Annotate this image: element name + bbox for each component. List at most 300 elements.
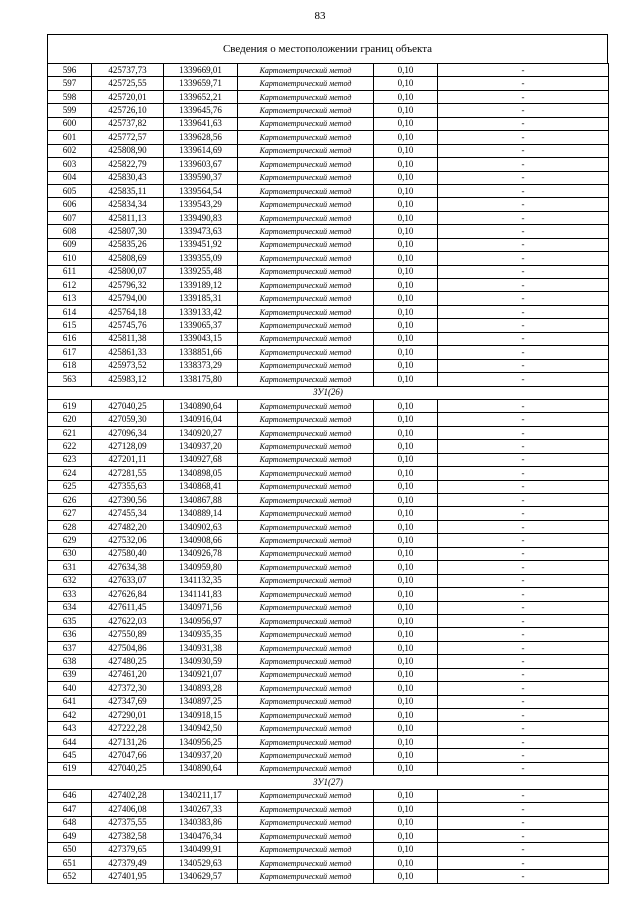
point-number: 627: [48, 507, 92, 520]
accuracy-cell: 0,10: [374, 144, 438, 157]
method-cell: Картометрический метод: [238, 762, 374, 775]
accuracy-cell: 0,10: [374, 426, 438, 439]
point-number: 608: [48, 225, 92, 238]
method-cell: Картометрический метод: [238, 843, 374, 856]
table-row: [48, 494, 609, 507]
point-number: 604: [48, 171, 92, 184]
point-number: 607: [48, 211, 92, 224]
method-cell: Картометрический метод: [238, 829, 374, 842]
point-number: 613: [48, 292, 92, 305]
note-cell: -: [438, 574, 609, 587]
table-row: [48, 641, 609, 654]
accuracy-cell: 0,10: [374, 816, 438, 829]
point-number: 610: [48, 252, 92, 265]
method-cell: Картометрический метод: [238, 588, 374, 601]
point-number: 629: [48, 534, 92, 547]
coord-y: 1341141,83: [164, 588, 238, 601]
accuracy-cell: 0,10: [374, 319, 438, 332]
note-cell: -: [438, 225, 609, 238]
coord-y: 1339451,92: [164, 238, 238, 251]
coord-y: 1339641,63: [164, 117, 238, 130]
method-cell: Картометрический метод: [238, 305, 374, 318]
accuracy-cell: 0,10: [374, 359, 438, 372]
coord-x: 425861,33: [92, 346, 164, 359]
coord-x: 427504,86: [92, 641, 164, 654]
coord-x: 427455,34: [92, 507, 164, 520]
coord-y: 1339564,54: [164, 184, 238, 197]
note-cell: -: [438, 359, 609, 372]
accuracy-cell: 0,10: [374, 413, 438, 426]
point-number: 603: [48, 158, 92, 171]
accuracy-cell: 0,10: [374, 184, 438, 197]
table-row: [48, 668, 609, 681]
coord-x: 425835,26: [92, 238, 164, 251]
note-cell: -: [438, 789, 609, 802]
accuracy-cell: 0,10: [374, 588, 438, 601]
table-row: [48, 198, 609, 211]
accuracy-cell: 0,10: [374, 467, 438, 480]
table-row: [48, 722, 609, 735]
note-cell: -: [438, 305, 609, 318]
point-number: 647: [48, 803, 92, 816]
table-row: [48, 440, 609, 453]
coord-x: 425835,11: [92, 184, 164, 197]
coord-y: 1340956,25: [164, 735, 238, 748]
point-number: 614: [48, 305, 92, 318]
coord-x: 427201,11: [92, 453, 164, 466]
accuracy-cell: 0,10: [374, 709, 438, 722]
coord-x: 427461,20: [92, 668, 164, 681]
table-row: [48, 682, 609, 695]
method-cell: Картометрический метод: [238, 735, 374, 748]
table-row: [48, 144, 609, 157]
point-number: 640: [48, 682, 92, 695]
coord-x: 427281,55: [92, 467, 164, 480]
note-cell: -: [438, 709, 609, 722]
method-cell: Картометрический метод: [238, 211, 374, 224]
table-row: [48, 90, 609, 103]
method-cell: Картометрический метод: [238, 628, 374, 641]
coord-y: 1340898,05: [164, 467, 238, 480]
point-number: 634: [48, 601, 92, 614]
accuracy-cell: 0,10: [374, 668, 438, 681]
method-cell: Картометрический метод: [238, 722, 374, 735]
coord-y: 1339490,83: [164, 211, 238, 224]
coord-y: 1340867,88: [164, 494, 238, 507]
accuracy-cell: 0,10: [374, 655, 438, 668]
table-row: [48, 614, 609, 627]
note-cell: -: [438, 171, 609, 184]
note-cell: -: [438, 453, 609, 466]
method-cell: Картометрический метод: [238, 507, 374, 520]
coord-x: 427059,30: [92, 413, 164, 426]
table-row: [48, 749, 609, 762]
note-cell: -: [438, 507, 609, 520]
coord-x: 425764,18: [92, 305, 164, 318]
note-cell: -: [438, 252, 609, 265]
coord-x: 425808,90: [92, 144, 164, 157]
coord-x: 425737,82: [92, 117, 164, 130]
point-number: 619: [48, 762, 92, 775]
note-cell: -: [438, 735, 609, 748]
note-cell: -: [438, 588, 609, 601]
point-number: 621: [48, 426, 92, 439]
accuracy-cell: 0,10: [374, 225, 438, 238]
accuracy-cell: 0,10: [374, 211, 438, 224]
note-cell: -: [438, 198, 609, 211]
coord-x: 427347,69: [92, 695, 164, 708]
accuracy-cell: 0,10: [374, 104, 438, 117]
note-cell: -: [438, 211, 609, 224]
point-number: 619: [48, 399, 92, 412]
method-cell: Картометрический метод: [238, 319, 374, 332]
method-cell: Картометрический метод: [238, 547, 374, 560]
note-cell: -: [438, 641, 609, 654]
method-cell: Картометрический метод: [238, 238, 374, 251]
note-cell: -: [438, 373, 609, 386]
table-row: [48, 453, 609, 466]
accuracy-cell: 0,10: [374, 695, 438, 708]
method-cell: Картометрический метод: [238, 332, 374, 345]
point-number: 611: [48, 265, 92, 278]
point-number: 644: [48, 735, 92, 748]
note-cell: -: [438, 655, 609, 668]
method-cell: Картометрический метод: [238, 816, 374, 829]
accuracy-cell: 0,10: [374, 117, 438, 130]
coord-y: 1340267,33: [164, 803, 238, 816]
note-cell: -: [438, 346, 609, 359]
point-number: 620: [48, 413, 92, 426]
point-number: 624: [48, 467, 92, 480]
coord-x: 427040,25: [92, 399, 164, 412]
coord-x: 427634,38: [92, 561, 164, 574]
coord-y: 1340868,41: [164, 480, 238, 493]
note-cell: -: [438, 722, 609, 735]
coord-x: 427390,56: [92, 494, 164, 507]
coord-x: 427128,09: [92, 440, 164, 453]
accuracy-cell: 0,10: [374, 332, 438, 345]
coord-y: 1340897,25: [164, 695, 238, 708]
note-cell: -: [438, 144, 609, 157]
note-cell: -: [438, 131, 609, 144]
point-number: 635: [48, 614, 92, 627]
coord-x: 425737,73: [92, 64, 164, 77]
coord-x: 427379,49: [92, 856, 164, 869]
point-number: 599: [48, 104, 92, 117]
table-row: [48, 117, 609, 130]
table-row: [48, 709, 609, 722]
accuracy-cell: 0,10: [374, 829, 438, 842]
table-row: [48, 131, 609, 144]
table-row: [48, 184, 609, 197]
coord-y: 1339603,67: [164, 158, 238, 171]
coord-x: 427096,34: [92, 426, 164, 439]
table-row: [48, 735, 609, 748]
note-cell: -: [438, 816, 609, 829]
accuracy-cell: 0,10: [374, 601, 438, 614]
coord-x: 427580,40: [92, 547, 164, 560]
table-row: [48, 211, 609, 224]
coord-x: 427633,07: [92, 574, 164, 587]
coord-y: 1339473,63: [164, 225, 238, 238]
coord-x: 425811,38: [92, 332, 164, 345]
coord-y: 1340942,50: [164, 722, 238, 735]
method-cell: Картометрический метод: [238, 158, 374, 171]
method-cell: Картометрический метод: [238, 870, 374, 883]
accuracy-cell: 0,10: [374, 749, 438, 762]
coord-x: 425725,55: [92, 77, 164, 90]
section-row: [48, 776, 609, 789]
coord-x: 425745,76: [92, 319, 164, 332]
method-cell: Картометрический метод: [238, 131, 374, 144]
coord-y: 1339614,69: [164, 144, 238, 157]
accuracy-cell: 0,10: [374, 843, 438, 856]
method-cell: Картометрический метод: [238, 453, 374, 466]
method-cell: Картометрический метод: [238, 171, 374, 184]
section-title: ЗУ1(27): [48, 776, 609, 789]
method-cell: Картометрический метод: [238, 467, 374, 480]
table-row: [48, 695, 609, 708]
table-row: [48, 574, 609, 587]
table-row: [48, 158, 609, 171]
coord-y: 1340629,57: [164, 870, 238, 883]
table-row: [48, 507, 609, 520]
coord-x: 427040,25: [92, 762, 164, 775]
accuracy-cell: 0,10: [374, 252, 438, 265]
coord-x: 425800,07: [92, 265, 164, 278]
table-row: [48, 171, 609, 184]
table-row: [48, 332, 609, 345]
accuracy-cell: 0,10: [374, 803, 438, 816]
method-cell: Картометрический метод: [238, 265, 374, 278]
coordinates-table: [47, 63, 609, 884]
table-row: [48, 843, 609, 856]
method-cell: Картометрический метод: [238, 803, 374, 816]
point-number: 598: [48, 90, 92, 103]
point-number: 646: [48, 789, 92, 802]
accuracy-cell: 0,10: [374, 789, 438, 802]
coord-x: 427047,66: [92, 749, 164, 762]
coord-y: 1340926,78: [164, 547, 238, 560]
method-cell: Картометрический метод: [238, 292, 374, 305]
coord-x: 425720,01: [92, 90, 164, 103]
coord-y: 1341132,35: [164, 574, 238, 587]
coord-y: 1340927,68: [164, 453, 238, 466]
point-number: 631: [48, 561, 92, 574]
note-cell: -: [438, 614, 609, 627]
table-row: [48, 789, 609, 802]
accuracy-cell: 0,10: [374, 735, 438, 748]
accuracy-cell: 0,10: [374, 520, 438, 533]
coord-x: 425973,52: [92, 359, 164, 372]
note-cell: -: [438, 104, 609, 117]
method-cell: Картометрический метод: [238, 682, 374, 695]
point-number: 616: [48, 332, 92, 345]
accuracy-cell: 0,10: [374, 131, 438, 144]
method-cell: Картометрический метод: [238, 279, 374, 292]
table-row: [48, 870, 609, 883]
accuracy-cell: 0,10: [374, 534, 438, 547]
coord-y: 1338373,29: [164, 359, 238, 372]
coord-y: 1339065,37: [164, 319, 238, 332]
point-number: 617: [48, 346, 92, 359]
coord-y: 1340890,64: [164, 399, 238, 412]
method-cell: Картометрический метод: [238, 64, 374, 77]
table-row: [48, 225, 609, 238]
coord-y: 1340211,17: [164, 789, 238, 802]
point-number: 605: [48, 184, 92, 197]
note-cell: -: [438, 601, 609, 614]
table-row: [48, 238, 609, 251]
note-cell: -: [438, 440, 609, 453]
note-cell: -: [438, 803, 609, 816]
coord-y: 1339255,48: [164, 265, 238, 278]
accuracy-cell: 0,10: [374, 279, 438, 292]
method-cell: Картометрический метод: [238, 413, 374, 426]
coord-x: 427355,63: [92, 480, 164, 493]
table-row: [48, 561, 609, 574]
coord-x: 425834,34: [92, 198, 164, 211]
accuracy-cell: 0,10: [374, 265, 438, 278]
method-cell: Картометрический метод: [238, 641, 374, 654]
point-number: 623: [48, 453, 92, 466]
note-cell: -: [438, 494, 609, 507]
accuracy-cell: 0,10: [374, 870, 438, 883]
note-cell: -: [438, 279, 609, 292]
coord-x: 425822,79: [92, 158, 164, 171]
accuracy-cell: 0,10: [374, 641, 438, 654]
table-row: [48, 64, 609, 77]
point-number: 612: [48, 279, 92, 292]
note-cell: -: [438, 843, 609, 856]
note-cell: -: [438, 561, 609, 574]
note-cell: -: [438, 413, 609, 426]
coord-y: 1340476,34: [164, 829, 238, 842]
note-cell: -: [438, 319, 609, 332]
method-cell: Картометрический метод: [238, 346, 374, 359]
table-row: [48, 373, 609, 386]
note-cell: -: [438, 547, 609, 560]
accuracy-cell: 0,10: [374, 64, 438, 77]
note-cell: -: [438, 426, 609, 439]
point-number: 630: [48, 547, 92, 560]
note-cell: -: [438, 480, 609, 493]
coord-y: 1339628,56: [164, 131, 238, 144]
note-cell: -: [438, 184, 609, 197]
accuracy-cell: 0,10: [374, 77, 438, 90]
table-row: [48, 816, 609, 829]
point-number: 618: [48, 359, 92, 372]
coord-x: 425811,13: [92, 211, 164, 224]
coord-x: 425983,12: [92, 373, 164, 386]
point-number: 563: [48, 373, 92, 386]
coord-x: 427131,26: [92, 735, 164, 748]
table-row: [48, 252, 609, 265]
accuracy-cell: 0,10: [374, 628, 438, 641]
method-cell: Картометрический метод: [238, 359, 374, 372]
point-number: 628: [48, 520, 92, 533]
accuracy-cell: 0,10: [374, 561, 438, 574]
coord-x: 425808,69: [92, 252, 164, 265]
coord-x: 425830,43: [92, 171, 164, 184]
coord-y: 1339652,21: [164, 90, 238, 103]
accuracy-cell: 0,10: [374, 158, 438, 171]
accuracy-cell: 0,10: [374, 373, 438, 386]
point-number: 602: [48, 144, 92, 157]
method-cell: Картометрический метод: [238, 695, 374, 708]
table-row: [48, 655, 609, 668]
accuracy-cell: 0,10: [374, 346, 438, 359]
note-cell: -: [438, 534, 609, 547]
accuracy-cell: 0,10: [374, 480, 438, 493]
coord-y: 1338851,66: [164, 346, 238, 359]
coord-y: 1340930,59: [164, 655, 238, 668]
accuracy-cell: 0,10: [374, 305, 438, 318]
coord-y: 1339645,76: [164, 104, 238, 117]
table-row: [48, 104, 609, 117]
point-number: 649: [48, 829, 92, 842]
table-row: [48, 292, 609, 305]
coord-x: 427626,84: [92, 588, 164, 601]
coord-x: 427402,28: [92, 789, 164, 802]
method-cell: Картометрический метод: [238, 184, 374, 197]
coord-x: 427482,20: [92, 520, 164, 533]
accuracy-cell: 0,10: [374, 682, 438, 695]
coord-x: 425772,57: [92, 131, 164, 144]
point-number: 600: [48, 117, 92, 130]
coord-y: 1340916,04: [164, 413, 238, 426]
note-cell: -: [438, 856, 609, 869]
coord-y: 1340889,14: [164, 507, 238, 520]
coord-x: 427480,25: [92, 655, 164, 668]
note-cell: -: [438, 520, 609, 533]
coord-y: 1339355,09: [164, 252, 238, 265]
point-number: 642: [48, 709, 92, 722]
accuracy-cell: 0,10: [374, 198, 438, 211]
method-cell: Картометрический метод: [238, 144, 374, 157]
point-number: 636: [48, 628, 92, 641]
accuracy-cell: 0,10: [374, 722, 438, 735]
accuracy-cell: 0,10: [374, 453, 438, 466]
accuracy-cell: 0,10: [374, 614, 438, 627]
method-cell: Картометрический метод: [238, 668, 374, 681]
method-cell: Картометрический метод: [238, 520, 374, 533]
note-cell: -: [438, 265, 609, 278]
coord-y: 1340921,07: [164, 668, 238, 681]
table-row: [48, 399, 609, 412]
table-row: [48, 265, 609, 278]
accuracy-cell: 0,10: [374, 399, 438, 412]
table-header: Сведения о местоположении границ объекта: [47, 34, 608, 64]
coord-x: 425796,32: [92, 279, 164, 292]
method-cell: Картометрический метод: [238, 198, 374, 211]
accuracy-cell: 0,10: [374, 494, 438, 507]
note-cell: -: [438, 749, 609, 762]
method-cell: Картометрический метод: [238, 77, 374, 90]
method-cell: Картометрический метод: [238, 574, 374, 587]
note-cell: -: [438, 399, 609, 412]
coord-y: 1339659,71: [164, 77, 238, 90]
table-row: [48, 588, 609, 601]
note-cell: -: [438, 467, 609, 480]
coord-x: 427290,01: [92, 709, 164, 722]
table-row: [48, 77, 609, 90]
table-row: [48, 359, 609, 372]
accuracy-cell: 0,10: [374, 292, 438, 305]
coord-x: 427550,89: [92, 628, 164, 641]
table-row: [48, 601, 609, 614]
method-cell: Картометрический метод: [238, 749, 374, 762]
